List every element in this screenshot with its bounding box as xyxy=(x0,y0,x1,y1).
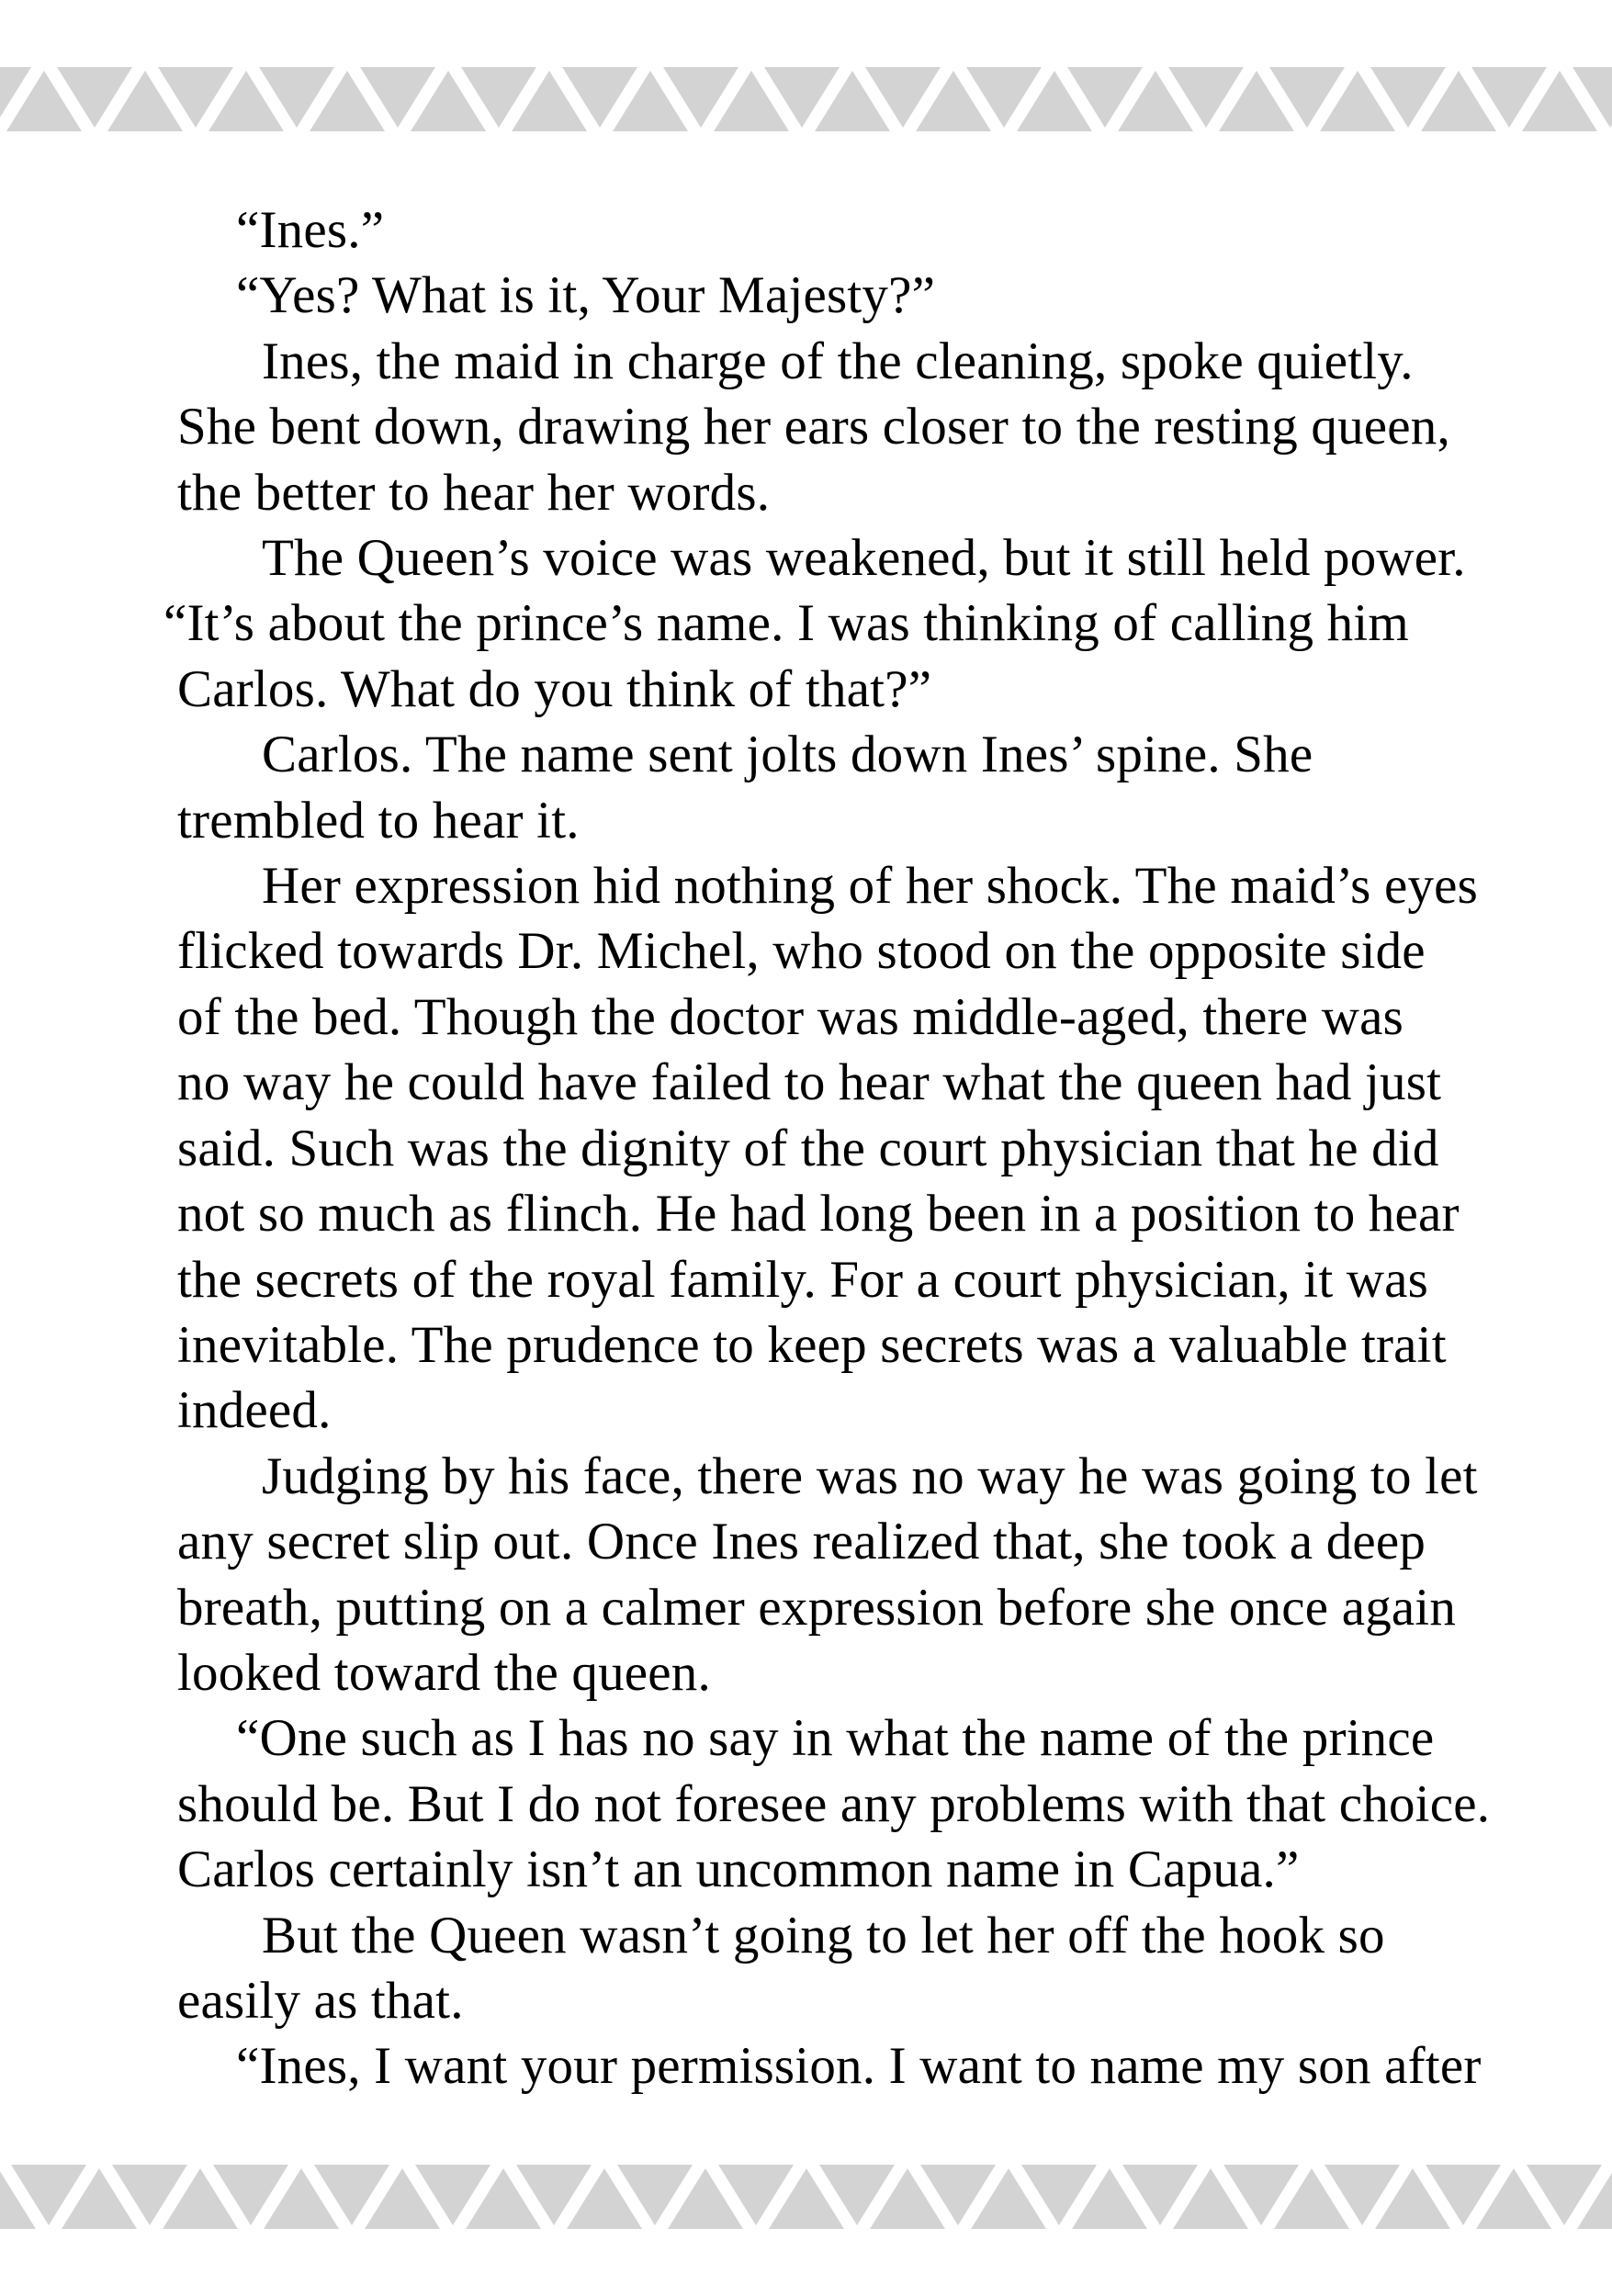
triangle-pattern-fill xyxy=(0,67,1612,131)
text-line: “Ines, I want your permission. I want to name my son after xyxy=(236,2037,1482,2096)
text-line: The Queen’s voice was weakened, but it still held power. xyxy=(262,529,1466,588)
text-line: She bent down, drawing her ears closer to the resting queen, xyxy=(177,398,1450,456)
text-line: “Yes? What is it, Your Majesty?” xyxy=(236,266,936,325)
text-line: indeed. xyxy=(177,1381,332,1440)
text-line: Carlos. What do you think of that?” xyxy=(177,659,932,718)
text-line: any secret slip out. Once Ines realized that, she took a deep xyxy=(177,1513,1426,1571)
text-line: Carlos certainly isn’t an uncommon name in Capua.” xyxy=(177,1840,1300,1899)
text-line: inevitable. The prudence to keep secrets was a valuable trait xyxy=(177,1315,1447,1374)
text-line: “One such as I has no say in what the name of the prince xyxy=(236,1709,1435,1768)
text-line: trembled to hear it. xyxy=(177,791,580,850)
page-text xyxy=(163,197,1491,2099)
text-line: breath, putting on a calmer expression before she once again xyxy=(177,1578,1457,1637)
text-line: of the bed. Though the doctor was middle-aged, there was xyxy=(177,987,1404,1046)
text-line: no way he could have failed to hear what the queen had just xyxy=(177,1053,1442,1112)
text-line: Judging by his face, there was no way he was going to let xyxy=(262,1446,1478,1505)
top-border-pattern xyxy=(0,67,1612,131)
text-line: the secrets of the royal family. For a court physician, it was xyxy=(177,1250,1429,1309)
triangle-pattern-fill xyxy=(0,2165,1612,2229)
text-line: should be. But I do not foresee any problems with that choice. xyxy=(177,1774,1491,1833)
text-line: the better to hear her words. xyxy=(177,463,771,522)
text-line: easily as that. xyxy=(177,1971,464,2030)
triangle-zigzag-svg-top xyxy=(0,67,1612,131)
triangle-zigzag-svg-bottom xyxy=(0,2165,1612,2229)
text-line: not so much as flinch. He had long been in a position to hear xyxy=(177,1185,1460,1244)
text-line: Carlos. The name sent jolts down Ines’ spine. She xyxy=(262,726,1313,784)
text-line: said. Such was the dignity of the court physician that he did xyxy=(177,1119,1439,1177)
text-line: But the Queen wasn’t going to let her off the hook so xyxy=(262,1906,1385,1964)
bottom-border-pattern xyxy=(0,2165,1612,2229)
text-line: Ines, the maid in charge of the cleaning, spoke quietly. xyxy=(262,332,1414,390)
text-line: flicked towards Dr. Michel, who stood on the opposite side xyxy=(177,922,1426,981)
text-line: “It’s about the prince’s name. I was thinking of calling him xyxy=(163,594,1409,653)
text-line: “Ines.” xyxy=(236,201,385,259)
text-line: looked toward the queen. xyxy=(177,1643,711,1702)
text-line: Her expression hid nothing of her shock. The maid’s eyes xyxy=(262,857,1479,916)
